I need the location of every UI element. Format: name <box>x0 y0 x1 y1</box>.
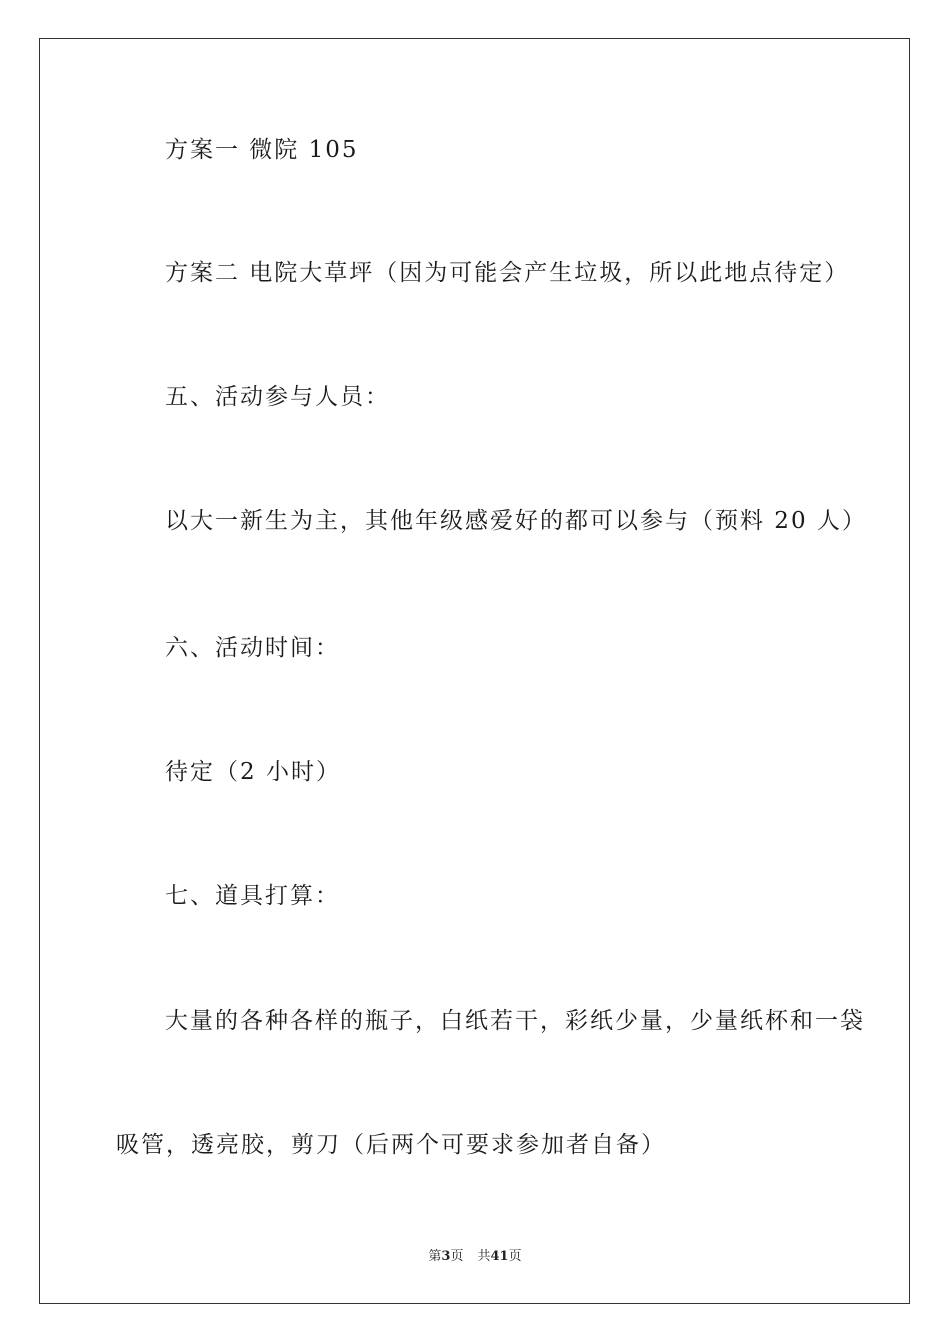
time-line: 待定（2 小时） <box>165 759 341 785</box>
total-suffix: 页 <box>508 1249 522 1264</box>
props-line-2: 吸管，透亮胶，剪刀（后两个可要求参加者自备） <box>116 1132 666 1158</box>
section-five-heading: 五、活动参与人员： <box>165 384 390 410</box>
page-suffix: 页 <box>450 1249 464 1264</box>
page-border <box>39 38 910 1304</box>
page-prefix: 第 <box>428 1249 442 1264</box>
plan-one-line: 方案一 微院 105 <box>165 137 359 163</box>
props-line-1: 大量的各种各样的瓶子，白纸若干，彩纸少量，少量纸杯和一袋 <box>165 1008 865 1034</box>
page-footer <box>0 1248 950 1266</box>
total-pages: 41 <box>490 1249 509 1264</box>
plan-two-line: 方案二 电院大草坪（因为可能会产生垃圾，所以此地点待定） <box>165 260 850 286</box>
total-prefix: 共 <box>477 1249 491 1264</box>
page-number: 3 <box>441 1249 451 1264</box>
participants-line: 以大一新生为主，其他年级感爱好的都可以参与（预料 20 人） <box>165 508 867 534</box>
section-six-heading: 六、活动时间： <box>165 635 340 661</box>
section-seven-heading: 七、道具打算： <box>165 883 340 909</box>
